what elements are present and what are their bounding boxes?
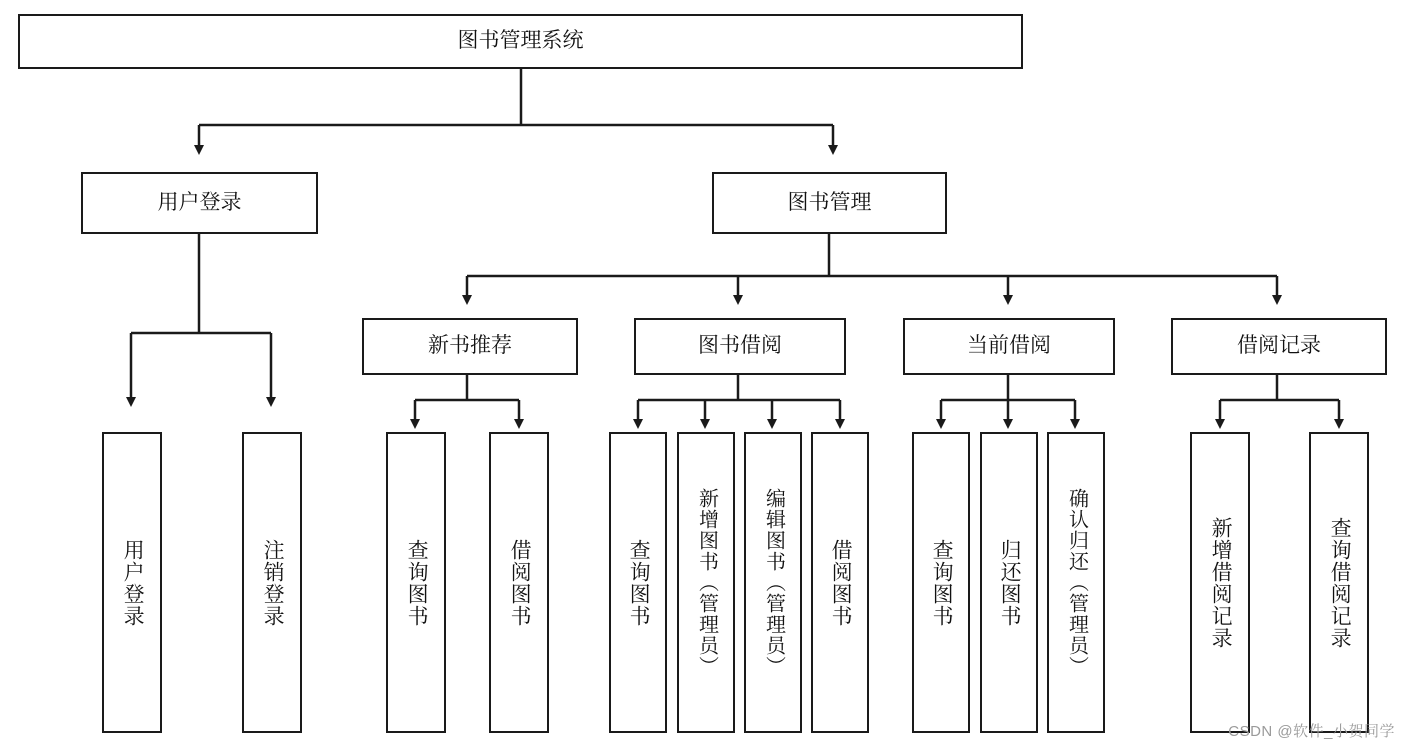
node-book-borrow[interactable] bbox=[634, 318, 846, 375]
node-borrow-record[interactable] bbox=[1171, 318, 1387, 375]
leaf-logout[interactable] bbox=[242, 432, 302, 733]
leaf-edit-book-label: 编辑图书（管理员） bbox=[762, 488, 785, 677]
leaf-query-book-2[interactable] bbox=[609, 432, 667, 733]
leaf-return-book-label: 归还图书 bbox=[998, 538, 1022, 627]
leaf-query-book-3[interactable] bbox=[912, 432, 970, 733]
leaf-borrow-book-1-label: 借阅图书 bbox=[508, 538, 532, 627]
leaf-query-book-2-label: 查询图书 bbox=[627, 538, 651, 627]
node-book-management-label: 图书管理 bbox=[787, 190, 872, 214]
leaf-return-book[interactable] bbox=[980, 432, 1038, 733]
leaf-borrow-book-1[interactable] bbox=[489, 432, 549, 733]
node-borrow-record-label: 借阅记录 bbox=[1237, 334, 1321, 358]
leaf-add-book[interactable] bbox=[677, 432, 735, 733]
leaf-add-record[interactable] bbox=[1190, 432, 1250, 733]
leaf-query-book-1-label: 查询图书 bbox=[405, 538, 429, 627]
leaf-query-record-label: 查询借阅记录 bbox=[1328, 516, 1352, 649]
node-user-login-label: 用户登录 bbox=[157, 190, 242, 214]
leaf-query-record[interactable] bbox=[1309, 432, 1369, 733]
node-current-borrow[interactable] bbox=[903, 318, 1115, 375]
leaf-borrow-book-2[interactable] bbox=[811, 432, 869, 733]
node-book-management[interactable] bbox=[712, 172, 947, 234]
watermark: CSDN @软件_小贺同学 bbox=[1228, 723, 1395, 740]
node-current-borrow-label: 当前借阅 bbox=[967, 334, 1051, 358]
leaf-add-book-label: 新增图书（管理员） bbox=[695, 488, 718, 677]
node-new-book-recommend[interactable] bbox=[362, 318, 578, 375]
node-root-label: 图书管理系统 bbox=[457, 29, 584, 53]
leaf-borrow-book-2-label: 借阅图书 bbox=[829, 538, 853, 627]
leaf-logout-label: 注销登录 bbox=[261, 538, 285, 627]
node-new-book-recommend-label: 新书推荐 bbox=[428, 334, 512, 358]
leaf-confirm-return-label: 确认归还（管理员） bbox=[1065, 488, 1088, 677]
leaf-add-record-label: 新增借阅记录 bbox=[1209, 516, 1233, 649]
leaf-query-book-1[interactable] bbox=[386, 432, 446, 733]
node-book-borrow-label: 图书借阅 bbox=[698, 334, 782, 358]
leaf-query-book-3-label: 查询图书 bbox=[930, 538, 954, 627]
leaf-user-login-label: 用户登录 bbox=[121, 538, 145, 627]
leaf-confirm-return[interactable] bbox=[1047, 432, 1105, 733]
leaf-edit-book[interactable] bbox=[744, 432, 802, 733]
node-root[interactable] bbox=[18, 14, 1023, 69]
node-user-login[interactable] bbox=[81, 172, 318, 234]
leaf-user-login[interactable] bbox=[102, 432, 162, 733]
